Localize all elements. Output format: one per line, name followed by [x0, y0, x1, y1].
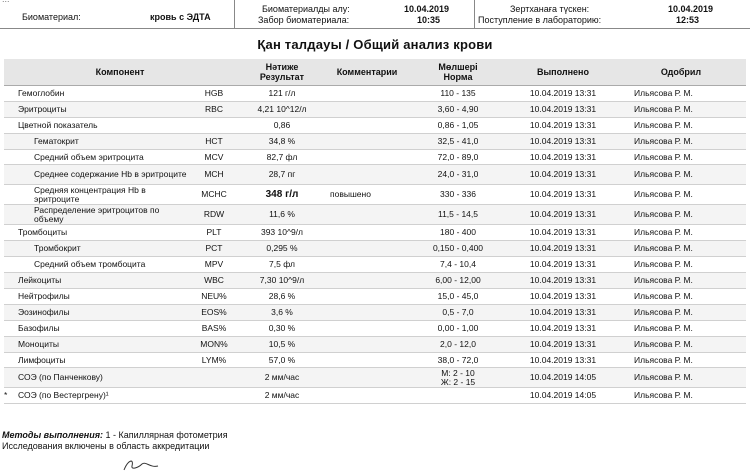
row-done: 10.04.2019 13:31	[510, 117, 616, 133]
row-code	[192, 117, 236, 133]
row-done: 10.04.2019 13:31	[510, 273, 616, 289]
row-component-name	[4, 289, 192, 305]
table-row	[4, 257, 746, 273]
row-norm: 110 - 135	[406, 86, 510, 102]
biomaterial-label: Биоматериал:	[22, 12, 81, 22]
table-row	[4, 368, 746, 388]
row-approved: Ильясова Р. М.	[616, 273, 746, 289]
row-component-label: Тромбоциты	[18, 227, 68, 238]
results-table	[4, 59, 746, 404]
row-comment	[328, 165, 406, 185]
collect-date: 10.04.2019	[404, 4, 450, 14]
row-code: LYM%	[192, 352, 236, 368]
row-component-name	[4, 133, 192, 149]
row-component-label: Цветной показатель	[18, 119, 98, 130]
row-approved: Ильясова Р. М.	[616, 368, 746, 388]
row-result: 348 г/л	[236, 185, 328, 205]
methods-note	[2, 430, 228, 441]
row-component-label: СОЭ (по Панченкову)	[18, 372, 103, 383]
col-component: Компонент	[4, 59, 236, 86]
row-result: 11,6 %	[236, 205, 328, 225]
row-component-label: Моноциты	[18, 338, 59, 349]
row-component-name	[4, 101, 192, 117]
lab-date: 10.04.2019	[668, 4, 714, 14]
row-component-label: Среднее содержание Hb в эритроците	[34, 169, 187, 180]
row-component-name	[4, 149, 192, 165]
row-component-label: Эритроциты	[18, 103, 67, 114]
table-row	[4, 101, 746, 117]
row-component-label: Средний объем тромбоцита	[34, 259, 146, 270]
row-component-label: Эозинофилы	[18, 306, 70, 317]
row-code: PLT	[192, 225, 236, 241]
collect-time: 10:35	[417, 15, 441, 25]
row-result: 4,21 10^12/л	[236, 101, 328, 117]
row-approved: Ильясова Р. М.	[616, 101, 746, 117]
lab-label-ru: Поступление в лабораторию:	[478, 15, 602, 25]
row-component-label: Гематокрит	[34, 135, 79, 146]
row-norm: 32,5 - 41,0	[406, 133, 510, 149]
row-done: 10.04.2019 14:05	[510, 368, 616, 388]
table-row	[4, 185, 746, 205]
row-code: EOS%	[192, 304, 236, 320]
row-comment	[328, 257, 406, 273]
row-component-name	[4, 388, 192, 404]
lab-label-kz: Зертханаға түскен:	[510, 4, 590, 14]
table-row	[4, 273, 746, 289]
row-result: 28,7 пг	[236, 165, 328, 185]
row-code	[192, 388, 236, 404]
row-component-label: Тромбокрит	[34, 243, 81, 254]
row-result: 10,5 %	[236, 336, 328, 352]
row-result: 3,6 %	[236, 304, 328, 320]
table-row	[4, 133, 746, 149]
row-done: 10.04.2019 13:31	[510, 185, 616, 205]
row-code: WBC	[192, 273, 236, 289]
table-row	[4, 304, 746, 320]
lab-time: 12:53	[676, 15, 700, 25]
row-code: NEU%	[192, 289, 236, 305]
row-comment	[328, 304, 406, 320]
row-norm: 24,0 - 31,0	[406, 165, 510, 185]
row-comment	[328, 133, 406, 149]
row-marker: *	[4, 390, 8, 401]
row-done: 10.04.2019 13:31	[510, 257, 616, 273]
page-title: Қан талдауы / Общий анализ крови	[257, 37, 493, 52]
row-comment: повышено	[328, 185, 406, 205]
col-norm-kz: Мөлшері	[438, 62, 478, 72]
report-header	[0, 0, 750, 30]
row-norm: 2,0 - 12,0	[406, 336, 510, 352]
row-result: 393 10^9/л	[236, 225, 328, 241]
row-code	[192, 368, 236, 388]
row-component-name	[4, 185, 192, 205]
table-row	[4, 205, 746, 225]
row-approved: Ильясова Р. М.	[616, 336, 746, 352]
row-code: MCHC	[192, 185, 236, 205]
row-component-name	[4, 320, 192, 336]
row-comment	[328, 101, 406, 117]
row-norm: 180 - 400	[406, 225, 510, 241]
row-component-label: СОЭ (по Вестергрену)¹	[18, 390, 109, 401]
col-result-ru: Результат	[259, 72, 305, 82]
row-done: 10.04.2019 13:31	[510, 352, 616, 368]
row-comment	[328, 289, 406, 305]
row-component-label: Распределение эритроцитов по объему	[34, 204, 160, 224]
row-component-name	[4, 165, 192, 185]
table-row	[4, 289, 746, 305]
row-result: 7,5 фл	[236, 257, 328, 273]
row-comment	[328, 352, 406, 368]
row-done: 10.04.2019 13:31	[510, 133, 616, 149]
row-comment	[328, 320, 406, 336]
row-norm: 72,0 - 89,0	[406, 149, 510, 165]
row-comment	[328, 225, 406, 241]
table-row	[4, 149, 746, 165]
row-comment	[328, 86, 406, 102]
row-component-name	[4, 336, 192, 352]
biomaterial-value: кровь с ЭДТА	[150, 12, 211, 22]
row-code: MPV	[192, 257, 236, 273]
row-norm: М: 2 - 10 Ж: 2 - 15	[406, 368, 510, 388]
row-component-name	[4, 257, 192, 273]
row-comment	[328, 117, 406, 133]
table-row	[4, 352, 746, 368]
row-result: 0,295 %	[236, 241, 328, 257]
row-code: MCH	[192, 165, 236, 185]
row-approved: Ильясова Р. М.	[616, 320, 746, 336]
table-row	[4, 336, 746, 352]
row-approved: Ильясова Р. М.	[616, 225, 746, 241]
row-approved: Ильясова Р. М.	[616, 388, 746, 404]
collect-label-kz: Биоматериалды алу:	[262, 4, 350, 14]
table-row	[4, 117, 746, 133]
col-result-kz: Нәтиже	[265, 62, 299, 72]
row-code: MCV	[192, 149, 236, 165]
methods-label: Методы выполнения:	[2, 430, 104, 440]
row-component-label: Лейкоциты	[18, 275, 62, 286]
row-component-label: Средняя концентрация Hb в эритроците	[34, 184, 146, 204]
row-component-name	[4, 86, 192, 102]
table-row	[4, 225, 746, 241]
row-done: 10.04.2019 13:31	[510, 86, 616, 102]
col-norm	[406, 59, 510, 86]
row-comment	[328, 388, 406, 404]
row-approved: Ильясова Р. М.	[616, 165, 746, 185]
row-code: MON%	[192, 336, 236, 352]
table-row	[4, 388, 746, 404]
row-done: 10.04.2019 13:31	[510, 101, 616, 117]
row-component-label: Лимфоциты	[18, 354, 66, 365]
row-component-name	[4, 117, 192, 133]
row-approved: Ильясова Р. М.	[616, 241, 746, 257]
row-result: 82,7 фл	[236, 149, 328, 165]
row-norm: 0,86 - 1,05	[406, 117, 510, 133]
methods-value: 1 - Капиллярная фотометрия	[103, 430, 228, 440]
row-component-name	[4, 205, 192, 225]
col-approved: Одобрил	[616, 59, 746, 86]
row-approved: Ильясова Р. М.	[616, 205, 746, 225]
row-done: 10.04.2019 13:31	[510, 304, 616, 320]
row-result: 7,30 10^9/л	[236, 273, 328, 289]
row-component-name	[4, 352, 192, 368]
header-corner-text	[2, 0, 10, 5]
row-done: 10.04.2019 13:31	[510, 165, 616, 185]
row-norm: 0,5 - 7,0	[406, 304, 510, 320]
col-result	[236, 59, 328, 86]
row-done: 10.04.2019 13:31	[510, 336, 616, 352]
row-norm: 0,00 - 1,00	[406, 320, 510, 336]
row-norm	[406, 388, 510, 404]
header-divider-1	[234, 0, 235, 28]
header-underline	[0, 28, 750, 29]
row-done: 10.04.2019 13:31	[510, 320, 616, 336]
row-code: BAS%	[192, 320, 236, 336]
row-result: 28,6 %	[236, 289, 328, 305]
row-norm: 15,0 - 45,0	[406, 289, 510, 305]
row-approved: Ильясова Р. М.	[616, 149, 746, 165]
row-code: RDW	[192, 205, 236, 225]
row-code: RBC	[192, 101, 236, 117]
header-divider-2	[474, 0, 475, 28]
col-done: Выполнено	[510, 59, 616, 86]
row-done: 10.04.2019 14:05	[510, 388, 616, 404]
row-approved: Ильясова Р. М.	[616, 117, 746, 133]
row-component-label: Гемоглобин	[18, 87, 65, 98]
accreditation-note: Исследования включены в область аккредитации	[2, 441, 210, 451]
row-approved: Ильясова Р. М.	[616, 133, 746, 149]
row-code: PCT	[192, 241, 236, 257]
table-row	[4, 86, 746, 102]
row-norm: 3,60 - 4,90	[406, 101, 510, 117]
row-comment	[328, 205, 406, 225]
row-approved: Ильясова Р. М.	[616, 257, 746, 273]
row-component-label: Нейтрофилы	[18, 290, 70, 301]
row-comment	[328, 336, 406, 352]
row-comment	[328, 368, 406, 388]
row-approved: Ильясова Р. М.	[616, 185, 746, 205]
row-result: 0,86	[236, 117, 328, 133]
row-comment	[328, 273, 406, 289]
row-component-label: Средний объем эритроцита	[34, 151, 144, 162]
row-norm: 6,00 - 12,00	[406, 273, 510, 289]
row-code: HCT	[192, 133, 236, 149]
row-component-label: Базофилы	[18, 322, 60, 333]
row-result: 2 мм/час	[236, 368, 328, 388]
row-result: 57,0 %	[236, 352, 328, 368]
row-norm: 11,5 - 14,5	[406, 205, 510, 225]
row-norm: 38,0 - 72,0	[406, 352, 510, 368]
row-approved: Ильясова Р. М.	[616, 352, 746, 368]
row-code: HGB	[192, 86, 236, 102]
row-component-name	[4, 225, 192, 241]
row-component-name	[4, 273, 192, 289]
row-comment	[328, 149, 406, 165]
row-component-name	[4, 241, 192, 257]
row-approved: Ильясова Р. М.	[616, 304, 746, 320]
row-approved: Ильясова Р. М.	[616, 86, 746, 102]
signature-mark	[118, 458, 178, 472]
row-result: 2 мм/час	[236, 388, 328, 404]
row-comment	[328, 241, 406, 257]
row-approved: Ильясова Р. М.	[616, 289, 746, 305]
row-done: 10.04.2019 13:31	[510, 149, 616, 165]
row-done: 10.04.2019 13:31	[510, 205, 616, 225]
row-component-name	[4, 304, 192, 320]
col-norm-ru: Норма	[443, 72, 473, 82]
table-row	[4, 320, 746, 336]
row-done: 10.04.2019 13:31	[510, 225, 616, 241]
row-done: 10.04.2019 13:31	[510, 241, 616, 257]
row-done: 10.04.2019 13:31	[510, 289, 616, 305]
col-comments: Комментарии	[328, 59, 406, 86]
table-header-row	[4, 59, 746, 86]
table-row	[4, 165, 746, 185]
row-result: 0,30 %	[236, 320, 328, 336]
collect-label-ru: Забор биоматериала:	[258, 15, 350, 25]
row-norm: 7,4 - 10,4	[406, 257, 510, 273]
table-row	[4, 241, 746, 257]
row-result: 34,8 %	[236, 133, 328, 149]
row-norm: 330 - 336	[406, 185, 510, 205]
row-component-name	[4, 368, 192, 388]
row-result: 121 г/л	[236, 86, 328, 102]
row-norm: 0,150 - 0,400	[406, 241, 510, 257]
